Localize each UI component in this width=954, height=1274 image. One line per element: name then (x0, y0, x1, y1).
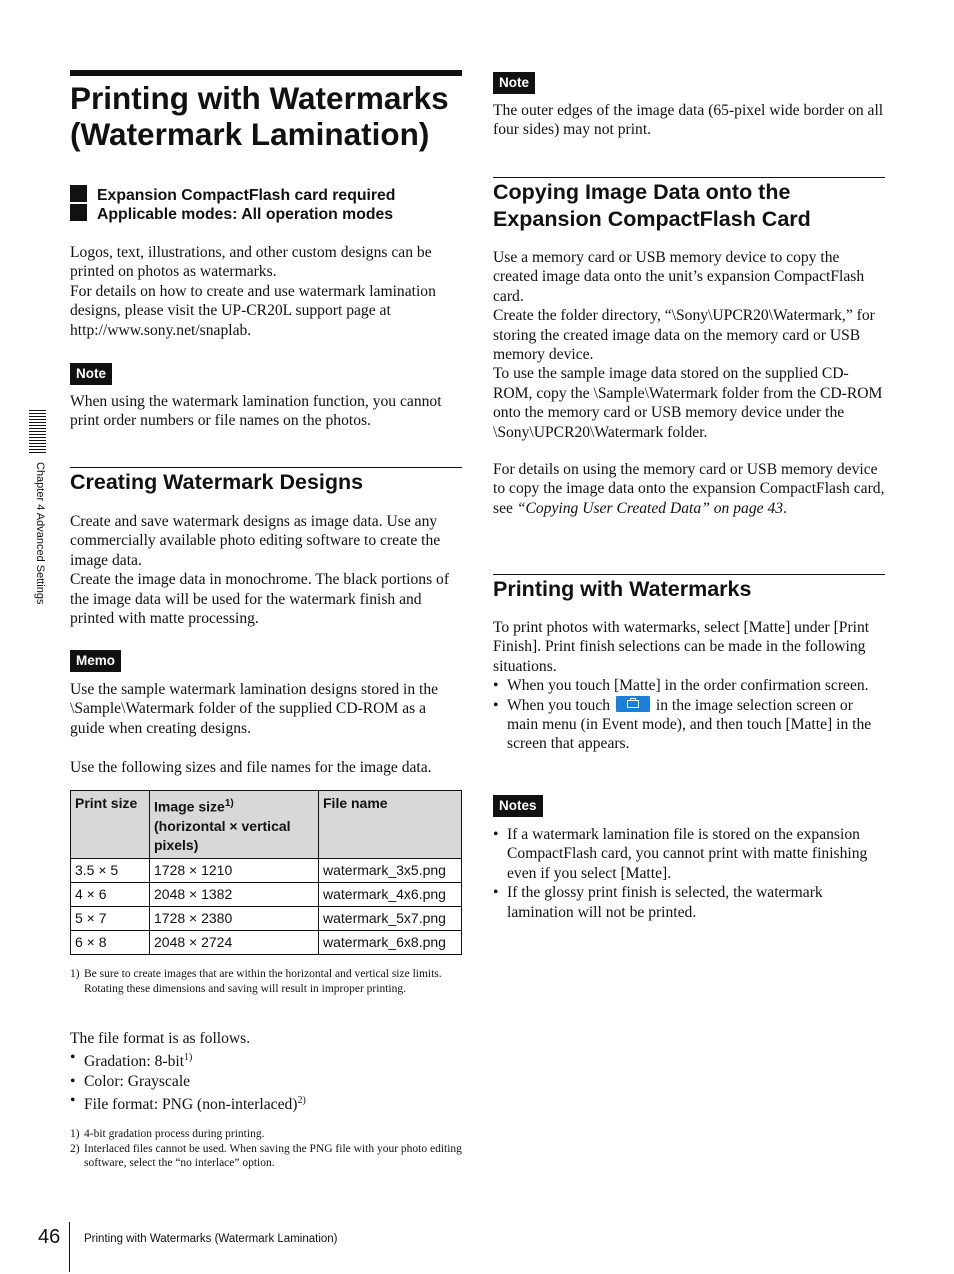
square-bullet-icon (70, 204, 87, 221)
footnote-number: 2) (70, 1142, 80, 1155)
note-text: When using the watermark lamination function, you cannot print order numbers or file names on the photos. (70, 393, 442, 430)
footnote-ref: 2) (297, 1095, 306, 1107)
running-title: Printing with Watermarks (Watermark Lamination) (84, 1233, 338, 1245)
section-heading-creating: Creating Watermark Designs (70, 470, 364, 494)
intro-text (70, 243, 462, 340)
footnote-number: 1) (70, 1128, 80, 1140)
list-item-text: Gradation: 8-bit (84, 1053, 185, 1071)
creating-paragraph: Create the image data in monochrome. The black portions of the image data will be used for the watermark finish and printed with matte processing. (70, 571, 450, 628)
page-title-line2: (Watermark Lamination) (70, 116, 430, 152)
list-item-text: File format: PNG (non-interlaced) (84, 1096, 298, 1114)
list-item (493, 825, 885, 883)
creating-text (70, 512, 462, 628)
table-row (71, 906, 462, 930)
notes-list (493, 825, 885, 922)
cell-image-size: 1728 × 2380 (150, 906, 319, 930)
requirement-text: Expansion CompactFlash card required (97, 187, 396, 204)
cell-image-size: 1728 × 1210 (150, 858, 319, 882)
file-format-block (70, 1029, 462, 1115)
title-rule (70, 70, 462, 76)
chapter-tab-marker (29, 410, 46, 454)
table-row (71, 858, 462, 882)
header-image-size-label: Image size (154, 798, 225, 815)
creating-paragraph: Create and save watermark designs as image data. Use any commercially available photo editing software to create the image data. (70, 513, 441, 569)
note-label: Note (493, 72, 535, 94)
requirement-text: Applicable modes: All operation modes (97, 206, 394, 223)
footnote-text: Interlaced files cannot be used. When saving the PNG file with your photo editing software, select the “no interlace” option. (84, 1142, 462, 1170)
footnote-ref: 1) (184, 1052, 193, 1064)
printing-intro: To print photos with watermarks, select [Matte] under [Print Finish]. Print finish selections can be made in the following situations. (493, 619, 870, 675)
table-row (71, 882, 462, 906)
list-item-text: When you touch (507, 696, 611, 714)
footnote (70, 1142, 462, 1171)
copying-text (493, 248, 885, 442)
chapter-tab-label: Chapter 4 Advanced Settings (34, 462, 46, 605)
printing-list (493, 676, 885, 754)
table-header-row (71, 791, 462, 859)
header-print-size: Print size (71, 791, 150, 859)
list-item-text: If the glossy print finish is selected, the watermark lamination will not be printed. (507, 884, 823, 921)
table-row (71, 930, 462, 954)
cross-reference-link[interactable]: “Copying User Created Data” on page 43 (516, 499, 784, 517)
notes-label: Notes (493, 795, 543, 817)
cell-image-size: 2048 × 1382 (150, 882, 319, 906)
file-format-intro: The file format is as follows. (70, 1030, 251, 1047)
list-item-text: When you touch [Matte] in the order confirmation screen. (507, 677, 869, 695)
page-title (70, 80, 470, 152)
list-item (70, 1072, 462, 1091)
copying-details-end: . (783, 499, 787, 517)
list-item (493, 696, 885, 754)
cell-file-name: watermark_4x6.png (319, 882, 462, 906)
page-number: 46 (38, 1226, 61, 1248)
intro-paragraph: Logos, text, illustrations, and other custom designs can be printed on photos as watermarks. (70, 244, 432, 281)
footnote-number: 1) (70, 968, 80, 980)
toolbox-icon (616, 696, 650, 712)
cell-print-size: 3.5 × 5 (71, 858, 150, 882)
cell-print-size: 4 × 6 (71, 882, 150, 906)
list-item (493, 676, 885, 695)
section-heading-copying (493, 179, 893, 233)
requirement-item (70, 204, 393, 224)
memo-text: Use the sample watermark lamination designs stored in the \Sample\Watermark folder of the supplied CD-ROM as a guide when creating designs. (70, 681, 439, 737)
list-item-text: Color: Grayscale (84, 1073, 191, 1090)
header-image-size-sub: (horizontal × vertical pixels) (154, 817, 291, 853)
cell-file-name: watermark_6x8.png (319, 930, 462, 954)
list-item-text: If a watermark lamination file is stored on the expansion CompactFlash card, you cannot print with matte finishing even if you select [Matte]. (507, 826, 868, 882)
footnote (70, 1127, 462, 1142)
section-rule (493, 574, 885, 575)
note-label: Note (70, 363, 112, 385)
cell-file-name: watermark_3x5.png (319, 858, 462, 882)
list-item (493, 883, 885, 922)
file-format-list (70, 1048, 462, 1115)
image-size-table (70, 790, 462, 955)
section-rule (70, 467, 462, 468)
section-heading-printing: Printing with Watermarks (493, 577, 752, 601)
footnote-text: 4-bit gradation process during printing. (84, 1128, 265, 1140)
copying-heading-line1: Copying Image Data onto the (493, 180, 791, 204)
cell-print-size: 5 × 7 (71, 906, 150, 930)
list-item-text: in the image selection screen or main menu (in Event mode), and then touch [Matte] in the screen that appears. (507, 696, 872, 753)
format-footnotes (70, 1127, 462, 1171)
header-image-size (150, 791, 319, 859)
cell-print-size: 6 × 8 (71, 930, 150, 954)
footer-rule (69, 1222, 70, 1272)
cell-image-size: 2048 × 2724 (150, 930, 319, 954)
memo-label: Memo (70, 650, 121, 672)
list-item (70, 1091, 462, 1115)
memo-followup: Use the following sizes and file names for the image data. (70, 759, 432, 776)
page-title-line1: Printing with Watermarks (70, 80, 449, 116)
copying-paragraph: Use a memory card or USB memory device to copy the created image data onto the unit’s expansion CompactFlash card. (493, 249, 865, 305)
header-footnote-ref: 1) (224, 798, 234, 809)
section-rule (493, 177, 885, 178)
note-text: The outer edges of the image data (65-pixel wide border on all four sides) may not print. (493, 102, 884, 139)
requirement-item (70, 185, 395, 205)
footnote-text: Be sure to create images that are within the horizontal and vertical size limits. Rotating these dimensions and saving will result in improper printing. (84, 968, 442, 995)
intro-paragraph: For details on how to create and use watermark lamination designs, please visit the UP-CR20L support page at http://www.sony.net/snaplab. (70, 282, 436, 339)
cell-file-name: watermark_5x7.png (319, 906, 462, 930)
list-item (70, 1048, 462, 1072)
copying-heading-line2: Expansion CompactFlash Card (493, 207, 811, 231)
copying-paragraph: Create the folder directory, “\Sony\UPCR20\Watermark,” for storing the created image data on the memory card or USB memory device. (493, 307, 875, 364)
header-file-name: File name (319, 791, 462, 859)
table-footnote (70, 967, 455, 996)
copying-details (493, 460, 885, 518)
copying-details-text: For details on using the memory card or USB memory device to copy the image data onto the expansion CompactFlash card, see (493, 461, 885, 517)
square-bullet-icon (70, 185, 87, 202)
printing-text (493, 618, 885, 754)
copying-paragraph: To use the sample image data stored on the supplied CD-ROM, copy the \Sample\Watermark folder from the CD-ROM onto the memory card or USB memory device under the \Sony\UPCR20\Watermark folder. (493, 365, 883, 441)
